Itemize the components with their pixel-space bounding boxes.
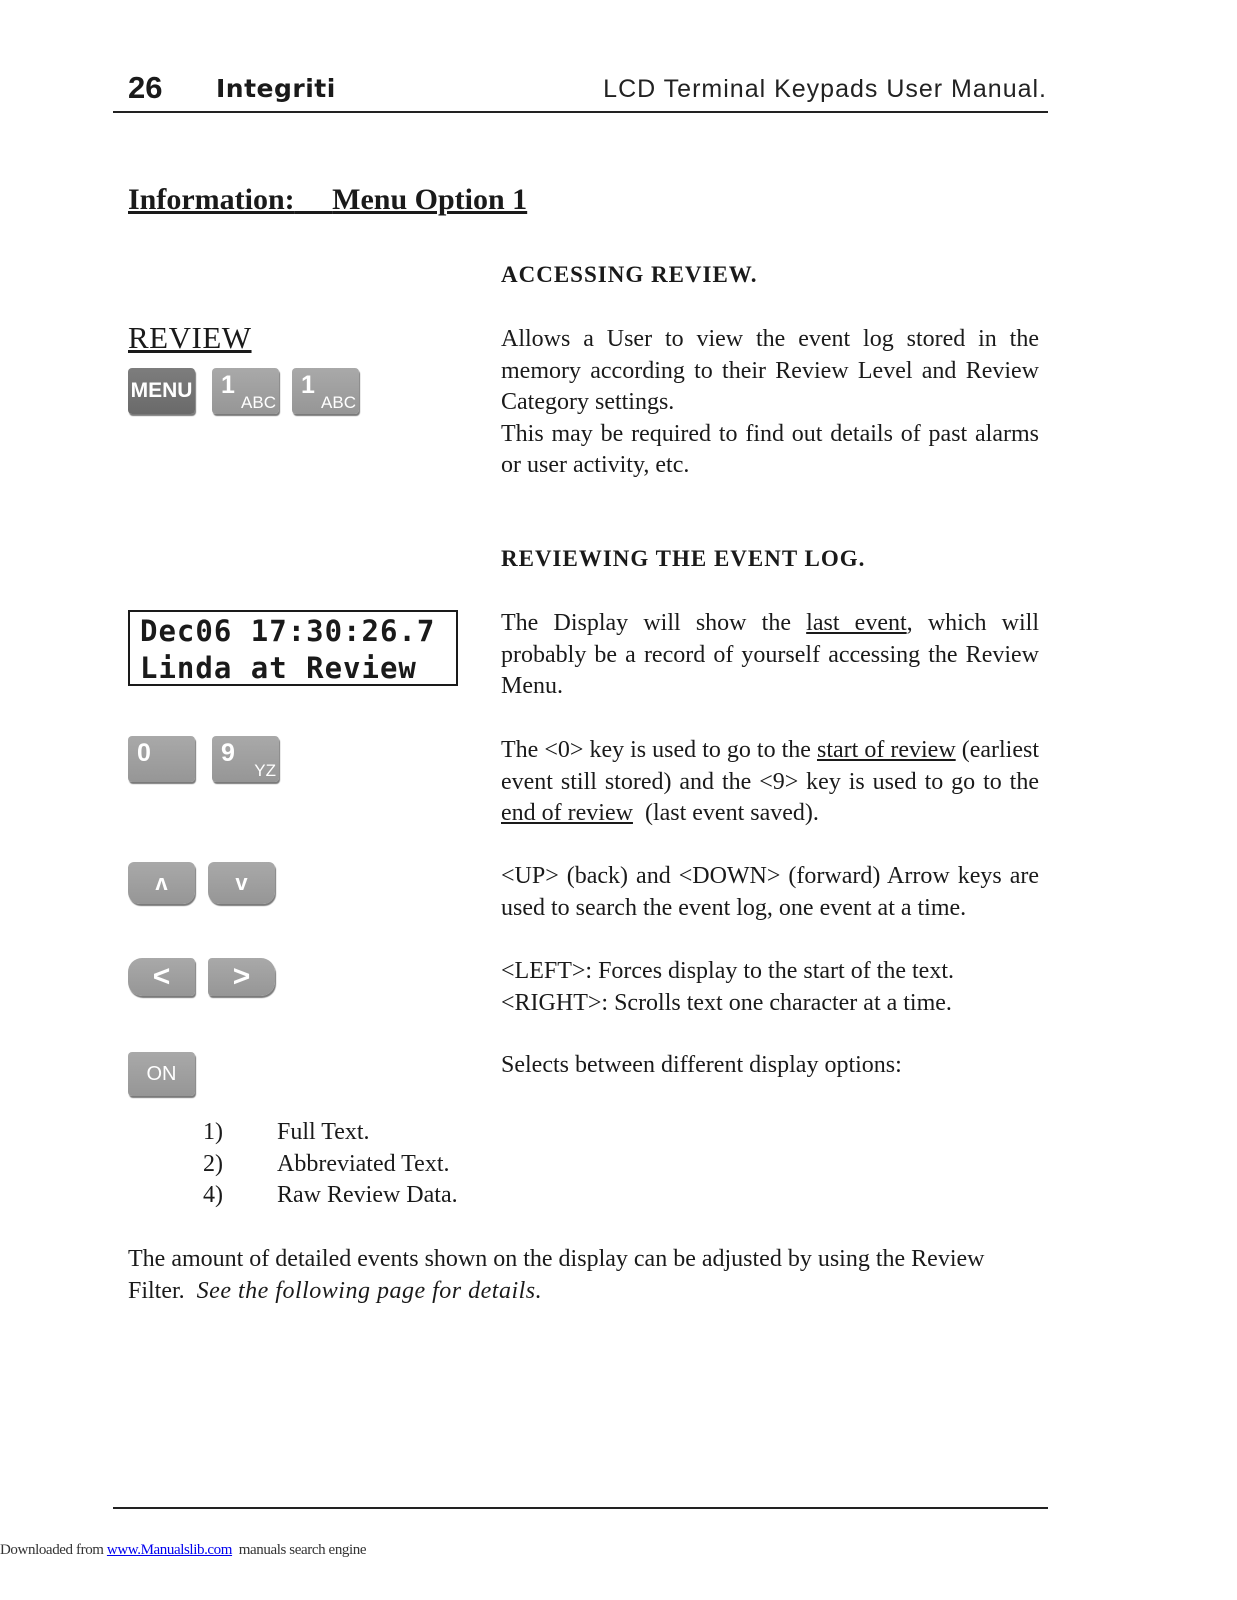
display-options-list: [203, 1117, 458, 1212]
last-event-term: last event: [806, 610, 907, 636]
accessing-description: [501, 324, 1039, 482]
credit-prefix: Downloaded from: [0, 1542, 107, 1558]
display-text-b: , which will probably be a record of yourself accessing the Review Menu.: [501, 610, 1039, 699]
review-filter-note: [128, 1244, 1040, 1307]
list-item: [203, 1117, 458, 1149]
footer-rule: [113, 1507, 1048, 1509]
menu-key-label: MENU: [130, 379, 193, 402]
option-number: 2): [203, 1150, 223, 1177]
zero-key: [128, 736, 195, 782]
up-arrow-icon: ʌ: [155, 870, 168, 895]
right-key-text: <RIGHT>: Scrolls text one character at a time.: [501, 989, 952, 1016]
left-arrow-key: [128, 958, 195, 996]
one-key-number: 1: [221, 371, 235, 399]
credit-suffix: manuals search engine: [232, 1542, 367, 1558]
zero-key-number: 0: [137, 739, 151, 767]
one-key-number: 1: [301, 371, 315, 399]
download-credit: [0, 1542, 366, 1559]
heading-option: Menu Option 1: [332, 183, 528, 216]
page-heading: [128, 183, 527, 217]
nine-key-number: 9: [221, 739, 235, 767]
display-description: [501, 608, 1039, 703]
option-label: Full Text.: [277, 1119, 370, 1145]
arrow-description: <UP> (back) and <DOWN> (forward) Arrow keys are used to search the event log, one event at a time.: [501, 863, 1039, 921]
manualslib-link[interactable]: www.Manualslib.com: [106, 1542, 233, 1558]
manual-title: LCD Terminal Keypads User Manual.: [603, 75, 1047, 103]
left-right-description: [501, 956, 1039, 1019]
one-abc-key: [212, 368, 279, 414]
right-arrow-key: [208, 958, 275, 996]
on-description: Selects between different display options:: [501, 1052, 902, 1078]
key-text-c: (last event saved).: [632, 800, 819, 826]
filter-note-text: The amount of detailed events shown on the display can be adjusted by using the Review Filter.: [128, 1246, 991, 1304]
display-text-a: The Display will show the: [501, 610, 807, 636]
lcd-line-1: Dec06 17:30:26.7: [140, 614, 436, 648]
list-item: [203, 1180, 458, 1212]
one-key-letters: ABC: [321, 393, 356, 412]
option-label: Abbreviated Text.: [277, 1150, 450, 1177]
down-arrow-key: [208, 862, 275, 904]
left-key-text: <LEFT>: Forces display to the start of the text.: [501, 958, 954, 984]
on-key: [128, 1052, 195, 1096]
start-of-review-term: start of review: [816, 737, 956, 763]
end-of-review-term: end of review: [501, 800, 633, 826]
header-rule: [113, 111, 1048, 113]
see-following-page: See the following page for details.: [196, 1277, 543, 1304]
option-number: 1): [203, 1119, 223, 1145]
up-arrow-key: [128, 862, 195, 904]
accessing-text-2: This may be required to find out details of past alarms or user activity, etc.: [501, 420, 1039, 478]
on-key-label: ON: [146, 1062, 177, 1085]
accessing-text-1: Allows a User to view the event log stored in the memory according to their Review Level and Review Category settings.: [501, 326, 1039, 415]
lcd-display: [128, 610, 458, 686]
right-arrow-icon: >: [232, 960, 251, 993]
down-arrow-icon: v: [235, 870, 248, 895]
nine-key-letters: YZ: [254, 761, 276, 780]
section-title-accessing: ACCESSING REVIEW.: [501, 262, 758, 287]
left-arrow-icon: <: [152, 960, 171, 993]
list-item: [203, 1149, 458, 1181]
lcd-line-2: Linda at Review: [140, 651, 417, 685]
menu-key: [128, 368, 195, 414]
zero-nine-description: [501, 735, 1039, 830]
option-label: Raw Review Data.: [277, 1182, 458, 1208]
review-label: REVIEW: [128, 320, 252, 355]
key-text-a: The <0> key is used to go to the: [501, 737, 817, 763]
one-key-letters: ABC: [241, 393, 276, 412]
one-abc-key-second: [292, 368, 359, 414]
nine-yz-key: [212, 736, 279, 782]
key-text-b: (earliest event still stored) and the <9> key is used to go to the: [501, 737, 1039, 795]
heading-label: Information:: [128, 183, 295, 216]
brand-name: Integriti: [216, 74, 336, 103]
option-number: 4): [203, 1182, 223, 1208]
section-title-reviewing: REVIEWING THE EVENT LOG.: [501, 546, 866, 571]
page-number: 26: [128, 70, 163, 105]
